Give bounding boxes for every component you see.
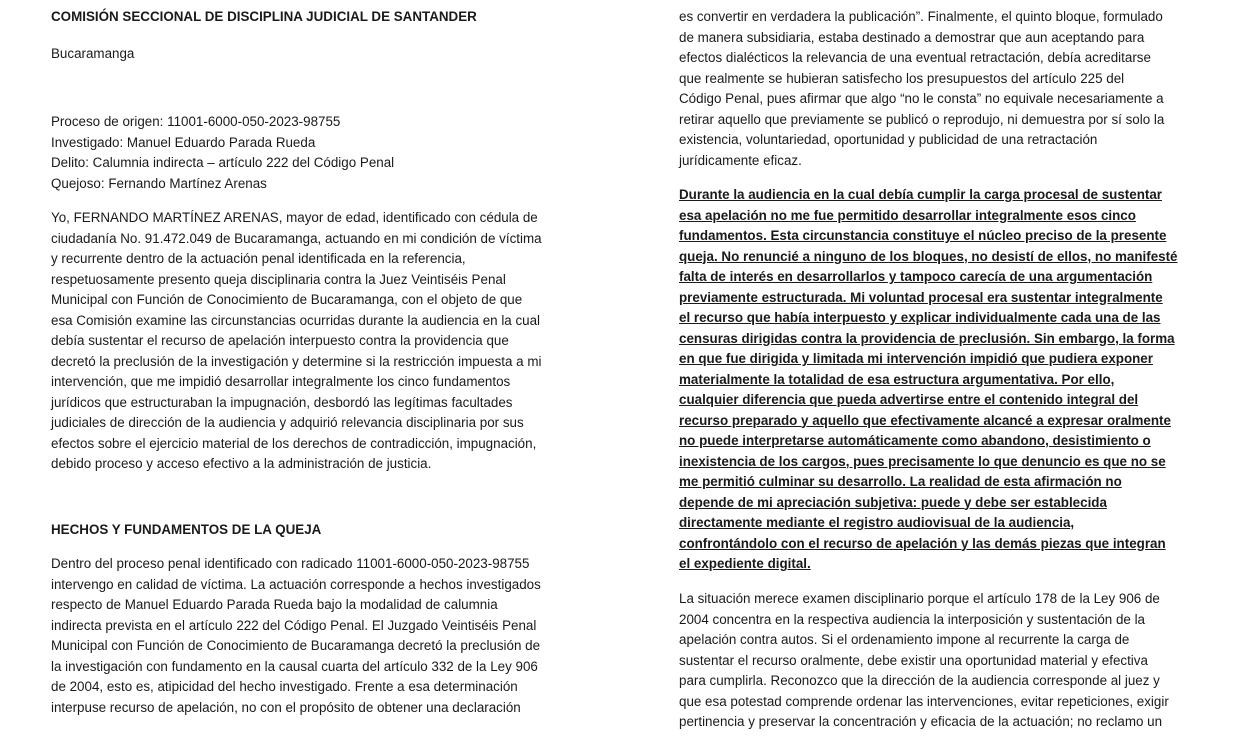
- paragraph-line: Municipal con Función de Conocimiento de Bucaramanga, con el objeto de que: [51, 292, 523, 307]
- intro-paragraph: [51, 208, 542, 475]
- paragraph-line: cualquier diferencia que pueda advertirse entre el contenido integral del: [679, 392, 1139, 407]
- paragraph-line: para cumplirla. Reconozco que la dirección de la audiencia corresponde al juez y: [679, 673, 1160, 688]
- paragraph-line: recurso preparado y aquello que efectivamente alcancé a expresar oralmente: [679, 412, 1171, 428]
- paragraph-line: de manera subsidiaria, estaba destinado a demostrar que aun aceptando para: [679, 29, 1145, 45]
- paragraph-line: judiciales de dirección de la audiencia y adquirió relevancia disciplinaria por sus: [51, 415, 524, 430]
- paragraph-line: que esa potestad comprende ordenar las intervenciones, evitar repeticiones, exigir: [679, 693, 1169, 709]
- paragraph-line: la investigación con fundamento en la causal cuarta del artículo 332 de la Ley 906: [51, 658, 538, 674]
- paragraph-line: esa Comisión examine las circunstancias ocurridas durante la audiencia en la cual: [51, 312, 541, 328]
- paragraph-line: intervención, que me impidió desarrollar integralmente los cinco fundamentos: [51, 374, 511, 389]
- section-heading: HECHOS Y FUNDAMENTOS DE LA QUEJA: [51, 522, 322, 537]
- facts-paragraph: [51, 554, 541, 718]
- paragraph-line: Yo, FERNANDO MARTÍNEZ ARENAS, mayor de edad, identificado con cédula de: [51, 210, 538, 225]
- paragraph-line: respecto de Manuel Eduardo Parada Rueda bajo la modalidad de calumnia: [51, 597, 498, 612]
- paragraph-line: en que fue dirigida y limitada mi intervención impidió que pudiera exponer: [679, 351, 1153, 366]
- paragraph-line: que realmente se hubieran satisfecho los presupuestos del artículo 225 del: [679, 70, 1125, 86]
- paragraph-line: me permitió culminar su desarrollo. La realidad de esta afirmación no: [679, 474, 1122, 489]
- paragraph-line: indirecta prevista en el artículo 222 del Código Penal. El Juzgado Veintiséis Penal: [51, 617, 537, 633]
- paragraph-line: y recurrente dentro de la actuación penal identificada en la referencia,: [51, 251, 466, 266]
- paragraph-line: fundamentos. Esta circunstancia constituye el núcleo preciso de la presente: [679, 228, 1167, 243]
- paragraph-line: Durante la audiencia en la cual debía cumplir la carga procesal de sustentar: [679, 187, 1162, 202]
- paragraph-line: pertinencia y preservar la concentración y eficacia de la actuación; no reclamo un: [679, 714, 1163, 729]
- paragraph-line: 2004 concentra en la respectiva audiencia la interposición y sustentación de la: [679, 611, 1145, 627]
- paragraph-line: depende de mi apreciación subjetiva: puede y debe ser establecida: [679, 494, 1107, 510]
- paragraph-line: de 2004, esto es, atipicidad del hecho investigado. Frente a esa determinación: [51, 679, 518, 694]
- continuation-paragraph: [679, 7, 1164, 171]
- paragraph-line: inexistencia de los cargos, pues precisamente lo que denuncio es que no se: [679, 453, 1166, 469]
- paragraph-line: falta de interés en desarrollarlos y tampoco carecía de una argumentación: [679, 269, 1153, 284]
- paragraph-line: efectos sobre el ejercicio material de los derechos de contradicción, impugnación,: [51, 435, 537, 451]
- emphasis-paragraph: [679, 185, 1178, 575]
- paragraph-line: previamente estructurada. Mi voluntad procesal era sustentar integralmente: [679, 289, 1163, 305]
- paragraph-line: debido proceso y acceso efectivo a la administración de justicia.: [51, 456, 432, 471]
- paragraph-line: efectos dialécticos la relevancia de una eventual retractación, debía acreditarse: [679, 50, 1151, 65]
- paragraph-line: interpuse recurso de apelación, no con el propósito de obtener una declaración: [51, 699, 521, 715]
- paragraph-line: respetuosamente presento queja disciplinaria contra la Juez Veintiséis Penal: [51, 271, 506, 287]
- paragraph-line: La situación merece examen disciplinario porque el artículo 178 de la Ley 906 de: [679, 591, 1160, 606]
- paragraph-line: queja. No renuncié a ninguno de los bloques, no desistí de ellos, no manifesté: [679, 248, 1178, 264]
- paragraph-line: retirar aquello que previamente se publicó o reprodujo, ni demuestra por sí solo la: [679, 111, 1165, 127]
- document-heading: COMISIÓN SECCIONAL DE DISCIPLINA JUDICIAL DE SANTANDER: [51, 9, 477, 24]
- reference-line: Proceso de origen: 11001-6000-050-2023-98755: [51, 114, 341, 129]
- paragraph-line: sustentar el recurso oralmente, debe existir una oportunidad material y efectiva: [679, 652, 1148, 668]
- reference-line: Quejoso: Fernando Martínez Arenas: [51, 175, 267, 191]
- reference-line: Delito: Calumnia indirecta – artículo 222 del Código Penal: [51, 155, 395, 170]
- city-line: Bucaramanga: [51, 46, 135, 61]
- paragraph-line: el expediente digital.: [679, 556, 811, 571]
- paragraph-line: debía sustentar el recurso de apelación interpuesto contra la providencia que: [51, 333, 509, 348]
- paragraph-line: Municipal con Función de Conocimiento de Bucaramanga decretó la preclusión de: [51, 638, 541, 653]
- reference-block: [51, 112, 394, 194]
- closing-paragraph: [679, 589, 1169, 733]
- paragraph-line: es convertir en verdadera la publicación”. Finalmente, el quinto bloque, formulado: [679, 9, 1163, 24]
- paragraph-line: decretó la preclusión de la investigación y determine si la restricción impuesta a mi: [51, 353, 542, 369]
- paragraph-line: jurídicos que estructuraban la impugnación, desbordó las legítimas facultades: [51, 394, 513, 410]
- paragraph-line: Dentro del proceso penal identificado con radicado 11001-6000-050-2023-98755: [51, 556, 530, 571]
- paragraph-line: materialmente la totalidad de esa estructura argumentativa. Por ello,: [679, 371, 1115, 387]
- paragraph-line: intervengo en calidad de víctima. La actuación corresponde a hechos investigados: [51, 576, 541, 592]
- reference-line: Investigado: Manuel Eduardo Parada Rueda: [51, 134, 316, 150]
- paragraph-line: censuras dirigidas contra la providencia de preclusión. Sin embargo, la forma: [679, 330, 1175, 346]
- paragraph-line: ciudadanía No. 91.472.049 de Bucaramanga, actuando en mi condición de víctima: [51, 230, 542, 246]
- paragraph-line: existencia, voluntariedad, oportunidad y publicidad de una retractación: [679, 132, 1098, 147]
- paragraph-line: jurídicamente eficaz.: [679, 152, 802, 168]
- paragraph-line: confrontándolo con el recurso de apelación y las demás piezas que integran: [679, 535, 1166, 551]
- paragraph-line: el recurso que había interpuesto y explicar individualmente cada una de las: [679, 310, 1161, 325]
- paragraph-line: no puede interpretarse automáticamente como abandono, desistimiento o: [679, 433, 1151, 448]
- paragraph-line: apelación contra autos. Si el ordenamiento impone al recurrente la carga de: [679, 632, 1130, 647]
- paragraph-line: Código Penal, pues afirmar que algo “no le consta” no equivale necesariamente a: [679, 91, 1164, 106]
- paragraph-line: esa apelación no me fue permitido desarrollar integralmente esos cinco: [679, 207, 1136, 223]
- paragraph-line: directamente mediante el registro audiovisual de la audiencia,: [679, 515, 1075, 530]
